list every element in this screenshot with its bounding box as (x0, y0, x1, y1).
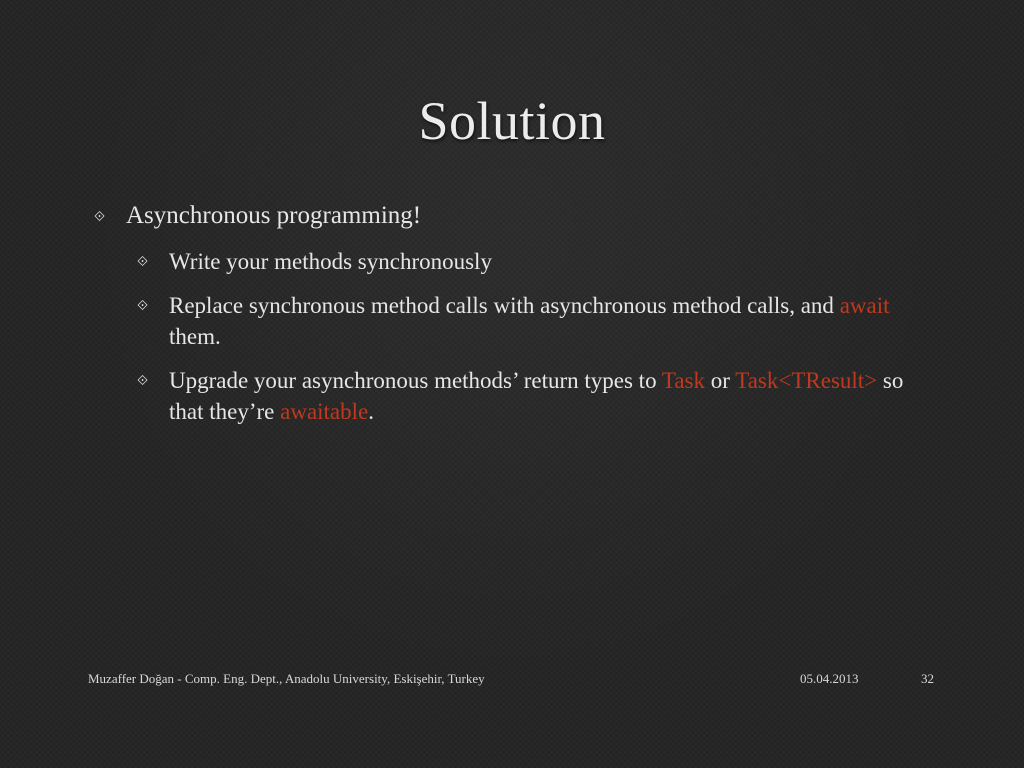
keyword-task: Task (661, 368, 706, 393)
bullet-text-before: Replace synchronous method calls with asynchronous method calls, and (169, 293, 840, 318)
bullet-text-after: them. (169, 324, 221, 349)
slide-content (92, 200, 932, 440)
bullet-write-methods (135, 246, 932, 277)
bullet-text-mid: so that they’re (169, 368, 904, 424)
keyword-task-tresult: Task<TResult> (735, 368, 878, 393)
footer-page-number: 32 (921, 671, 934, 686)
bullet-upgrade-return-types (135, 365, 932, 427)
footer-author: Muzaffer Doğan - Comp. Eng. Dept., Anadolu University, Eskişehir, Turkey (88, 671, 485, 686)
bullet-replace-calls (135, 290, 932, 352)
diamond-bullet-icon: ⟐ (137, 255, 149, 270)
bullet-asynchronous-programming (92, 200, 932, 232)
footer-date: 05.04.2013 (800, 671, 859, 686)
diamond-bullet-icon: ⟐ (137, 374, 149, 389)
diamond-bullet-icon: ⟐ (137, 299, 149, 314)
bullet-text: Asynchronous programming! (126, 202, 422, 229)
bullet-text: Write your methods synchronously (169, 249, 492, 274)
diamond-bullet-icon: ⟐ (94, 210, 106, 225)
keyword-awaitable: awaitable (280, 399, 369, 424)
keyword-await: await (839, 293, 890, 318)
bullet-text-after: . (368, 399, 374, 424)
bullet-text-mid: or (705, 368, 736, 393)
bullet-text-before: Upgrade your asynchronous methods’ return types to (169, 368, 662, 393)
slide-title: Solution (418, 91, 606, 151)
